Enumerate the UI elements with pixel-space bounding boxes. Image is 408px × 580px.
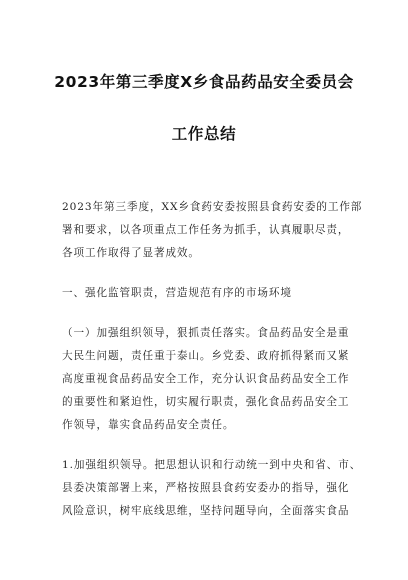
section-heading-text: 一、强化监管职责，营造规范有序的市场环境 — [62, 287, 292, 299]
paragraph-line: 署和要求，以各项重点工作任务为抓手，认真履职尽责， — [62, 224, 350, 236]
subsection-paragraph — [62, 322, 354, 437]
paragraph-line: 县委决策部署上来，严格按照县食药安委办的指导，强化 — [62, 482, 350, 494]
paragraph-line: 大民生问题，责任重于泰山。乡党委、政府抓得紧而又紧 — [62, 350, 350, 362]
document-title-line-1: 2023年第三季度X乡食品药品安全委员会 — [54, 73, 354, 91]
paragraph-line: 风险意识，树牢底线思维，坚持问题导向，全面落实食品 — [62, 505, 350, 517]
intro-paragraph — [62, 196, 363, 265]
paragraph-line: 各项工作取得了显著成效。 — [62, 247, 200, 259]
paragraph-line: 作领导，靠实食品药品安全责任。 — [62, 419, 235, 431]
document-title-line-2: 工作总结 — [171, 125, 237, 143]
paragraph-line: 1.加强组织领导。把思想认识和行动统一到中央和省、市、 — [62, 459, 362, 471]
section-heading — [62, 282, 354, 305]
paragraph-line: 高度重视食品药品安全工作，充分认识食品药品安全工作 — [62, 373, 350, 385]
paragraph-line: 2023年第三季度，XX乡食药安委按照县食药安委的工作部 — [62, 201, 363, 213]
paragraph-line: （一）加强组织领导，狠抓责任落实。食品药品安全是重 — [62, 327, 350, 339]
paragraph-line: 的重要性和紧迫性，切实履行职责，强化食品药品安全工 — [62, 396, 350, 408]
numbered-paragraph — [62, 454, 362, 523]
